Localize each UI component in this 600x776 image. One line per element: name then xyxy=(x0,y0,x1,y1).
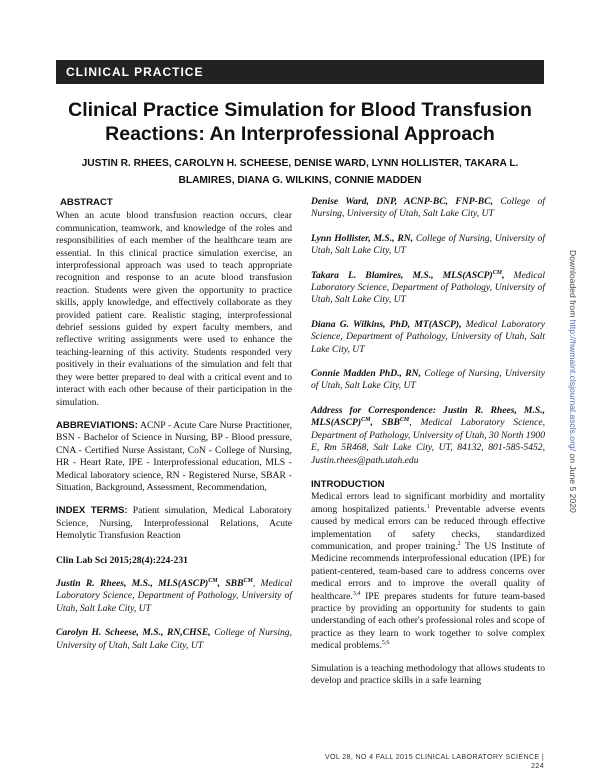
abbreviations-label: ABBREVIATIONS: xyxy=(56,419,138,431)
index-terms-label: INDEX TERMS: xyxy=(56,505,128,517)
affiliation: Diana G. Wilkins, PhD, MT(ASCP), Medical Laboratory Science, Department of Pathology, University of Utah, Salt Lake City, UT xyxy=(311,318,545,355)
abstract-heading: ABSTRACT xyxy=(60,197,113,208)
page-footer: VOL 28, NO 4 FALL 2015 CLINICAL LABORATORY SCIENCE | 224 xyxy=(324,752,544,770)
download-link[interactable]: http://hwmaint.clsjournal.ascls.org/ xyxy=(568,319,578,452)
affiliation: Denise Ward, DNP, ACNP-BC, FNP-BC, College of Nursing, University of Utah, Salt Lake City, UT xyxy=(311,196,545,220)
introduction-heading: INTRODUCTION xyxy=(311,478,385,490)
article-title: Clinical Practice Simulation for Blood Transfusion Reactions: An Interprofessional Approach xyxy=(68,99,532,145)
affiliation: Carolyn H. Scheese, M.S., RN,CHSE, College of Nursing, University of Utah, Salt Lake City, UT xyxy=(56,627,292,651)
affiliation: Lynn Hollister, M.S., RN, College of Nursing, University of Utah, Salt Lake City, UT xyxy=(311,232,545,257)
introduction-paragraph: Medical errors lead to significant morbidity and mortality among hospitalized patients.$^1$ Preventable adverse events caused by medical errors can be reduced through effective implementation of safety checks, standardized communication, and proper training.$^2$ The US Institute of Medicine recommends interprofessional education (IPE) for patient-centered, team-based care to address concerns over medical errors and to improve the overall quality of healthcare.$^{3,4}$ IPE prepares students for future team-based practice by providing an opportunity for students to gain understanding of each other's professional roles and scope of practice as they learn to work together to solve complex medical problems.$^{5,6}$ xyxy=(311,491,545,652)
index-terms xyxy=(56,505,292,542)
author-list: JUSTIN R. RHEES, CAROLYN H. SCHEESE, DENISE WARD, LYNN HOLLISTER, TAKARA L. BLAMIRES, DIANA G. WILKINS, CONNIE MADDEN xyxy=(81,158,519,186)
correspondence-address: Address for Correspondence: Justin R. Rhees, M.S., MLS(ASCP)$^{CM}$, $SBB^{CM}$, Medical Laboratory Science, Department of Pathology, University of Utah, 30 North 1900 E, Rm 5R468, Salt Lake City, UT, 84132, 801-585-5452, Justin.rhees@path.utah.edu xyxy=(311,404,545,466)
abbreviations-text: ACNP - Acute Care Nurse Practitioner, BSN - Bachelor of Science in Nursing, BP - Blood pressure, CNA - Certified Nurse Assistant, CoN - College of Nursing, HR - Heart Rate, IPE - Interprofessional education, MLS - Medical laboratory science, RN - Registered Nurse, SBAR - Situation, Background, Assessment, Recommendation, xyxy=(56,419,292,493)
index-terms-text: Patient simulation, Medical Laboratory Science, Nursing, Interprofessional Relations, Acute Hemolytic Transfusion Reaction xyxy=(56,505,292,542)
abbreviations xyxy=(56,420,292,494)
right-column xyxy=(311,196,545,687)
affiliation: Connie Madden PhD., RN, College of Nursing, University of Utah, Salt Lake City, UT xyxy=(311,368,545,392)
abstract-text: When an acute blood transfusion reaction occurs, clear communication, teamwork, and knowledge of the roles and responsibilities of each member of the healthcare team are essential. In this clinical practice simulation exercise, an interprofessional approach was used to teach appropriate recognition and response to an acute blood transfusion reaction. Students were given the opportunity to practice skills, apply knowledge, and effectively collaborate as they provided patient care. Realistic staging, interprofessional debrief sessions guided by expert faculty members, and reflective writing assignments were used to enhance the teaching-learning of this activity. Students responded very positively in their evaluations of the simulation and felt that they were better prepared to deal with a critical event and to interact with each other because of their participation in the simulation. xyxy=(56,210,292,408)
affiliation: Justin R. Rhees, M.S., MLS(ASCP)$^{CM}$, $SBB^{CM}$, Medical Laboratory Science, Department of Pathology, University of Utah, Salt Lake City, UT xyxy=(56,577,292,614)
journal-citation: Clin Lab Sci 2015;28(4):224-231 xyxy=(56,554,188,566)
section-banner: CLINICAL PRACTICE xyxy=(56,60,544,84)
affiliation: Takara L. Blamires, M.S., MLS(ASCP)$^{CM}$, Medical Laboratory Science, Department of Pathology, University of Utah, Salt Lake City, UT xyxy=(311,269,545,306)
download-note: Downloaded from http://hwmaint.clsjournal.ascls.org/ on June 5 2020 xyxy=(568,250,578,513)
introduction-paragraph: Simulation is a teaching methodology that allows students to develop and practice skills in a safe learning xyxy=(311,662,545,686)
left-column xyxy=(56,197,292,664)
